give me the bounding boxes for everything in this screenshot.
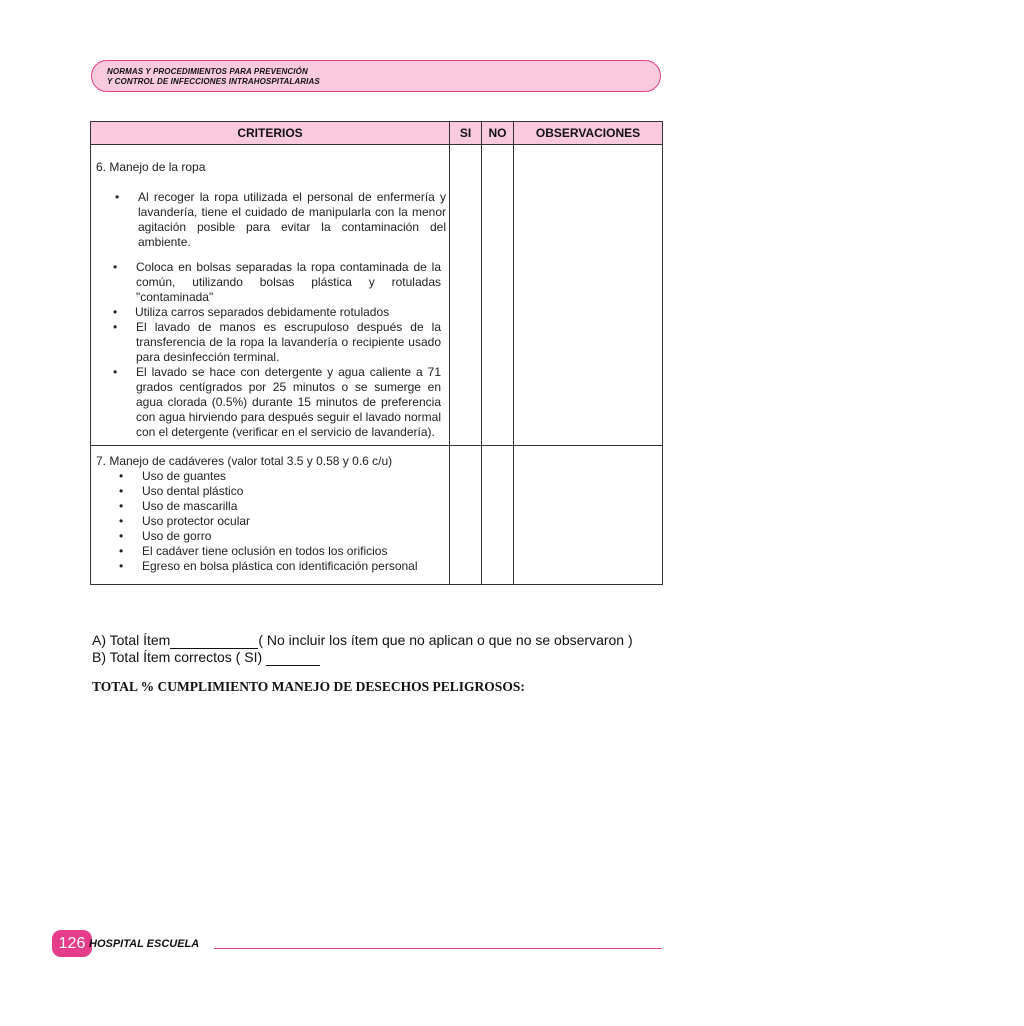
list-item [96,499,446,514]
page-number-badge: 126 [52,930,92,957]
column-header-si: SI [450,122,482,145]
list-item-text: Utiliza carros separados debidamente rotulados [135,305,390,319]
bullet-icon: • [119,529,124,543]
bullet-icon: • [119,559,124,573]
list-item [96,190,446,250]
list-item-text: Uso de mascarilla [142,499,238,513]
list-item [96,484,446,499]
list-item-text: Egreso en bolsa plástica con identificación personal [142,559,418,573]
bullet-icon: • [113,260,118,274]
list-item [96,320,446,365]
no-cell-section-6[interactable] [482,145,514,446]
bullet-icon: • [113,365,118,379]
list-item [96,529,446,544]
list-item [96,544,446,559]
criterios-cell-section-7 [91,446,450,585]
bullet-icon: • [119,499,124,513]
list-item-text: Uso protector ocular [142,514,251,528]
list-item [96,365,446,440]
observaciones-cell-section-7[interactable] [514,446,663,585]
bullet-icon: • [119,469,124,483]
table-row-section-6 [91,145,663,446]
si-cell-section-7[interactable] [450,446,482,585]
section-6-heading: 6. Manejo de la ropa [96,160,206,174]
table-header-row [91,122,663,145]
column-header-observaciones: OBSERVACIONES [514,122,663,145]
header-title-line-2: Y CONTROL DE INFECCIONES INTRAHOSPITALARIAS [107,77,320,86]
list-item-text: Coloca en bolsas separadas la ropa contaminada de la común, utilizando bolsas plástica y rotuladas "contaminada" [136,260,441,304]
observaciones-cell-section-6[interactable] [514,145,663,446]
list-item-text: El lavado se hace con detergente y agua caliente a 71 grados centígrados por 25 minutos o se sumerge en agua clorada (0.5%) durante 15 minutos de preferencia con agua hirviendo para después seguir el lavado normal con el detergente (verificar en el servicio de lavandería). [136,365,441,439]
list-item-text: Uso de guantes [142,469,227,483]
column-header-no: NO [482,122,514,145]
list-item [96,260,446,305]
list-item-text: Uso dental plástico [142,484,244,498]
total-items-blank[interactable] [170,632,258,649]
bullet-icon: • [119,544,124,558]
footer-rule [214,948,662,949]
bullet-icon: • [113,305,118,319]
table-row-section-7 [91,446,663,585]
bullet-icon: • [119,514,124,528]
totals-block [92,632,633,666]
bullet-icon: • [115,190,120,204]
criterios-cell-section-6 [91,145,450,446]
total-correct-label: B) Total Ítem correctos ( SI) [92,649,263,665]
bullet-icon: • [119,484,124,498]
si-cell-section-6[interactable] [450,145,482,446]
checklist-table [90,121,663,585]
list-item [96,469,446,484]
list-item-text: El cadáver tiene oclusión en todos los orificios [142,544,388,558]
total-items-line [92,632,633,649]
column-header-criterios: CRITERIOS [91,122,450,145]
list-item [96,559,446,574]
no-cell-section-7[interactable] [482,446,514,585]
total-items-label: A) Total Ítem [92,632,171,648]
section-7-heading: 7. Manejo de cadáveres (valor total 3.5 y 0.58 y 0.6 c/u) [96,454,393,468]
total-correct-blank[interactable] [266,649,320,666]
list-item-text: Uso de gorro [142,529,212,543]
footer-hospital-name: HOSPITAL ESCUELA [89,938,200,950]
header-banner [91,60,661,92]
list-item-text: Al recoger la ropa utilizada el personal de enfermería y lavandería, tiene el cuidado de manipularla con la menor agitación posible para evitar la contaminación del ambiente. [138,190,446,249]
total-compliance-title: TOTAL % CUMPLIMIENTO MANEJO DE DESECHOS PELIGROSOS: [92,679,525,694]
list-item [96,305,446,320]
list-item [96,514,446,529]
total-correct-line [92,649,633,666]
list-item-text: El lavado de manos es escrupuloso después de la transferencia de la ropa la lavandería o recipiente usado para desinfección terminal. [136,320,441,364]
total-items-note: ( No incluir los ítem que no aplican o que no se observaron ) [258,632,633,648]
header-title-line-1: NORMAS Y PROCEDIMIENTOS PARA PREVENCIÓN [107,67,308,76]
bullet-icon: • [113,320,118,334]
